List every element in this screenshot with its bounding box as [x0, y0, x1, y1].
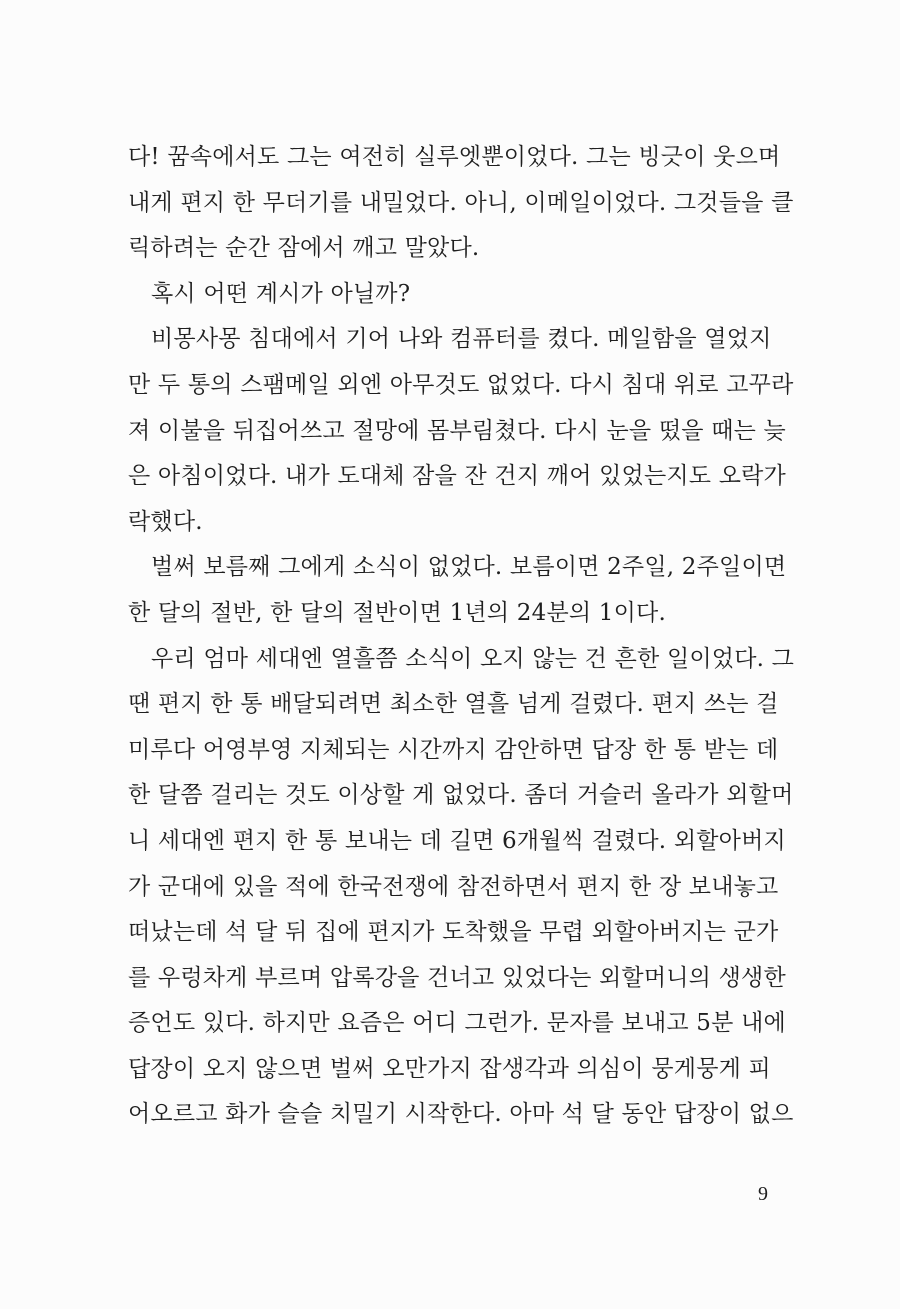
text-line: 증언도 있다. 하지만 요즘은 어디 그런가. 문자를 보내고 5분 내에	[128, 1010, 786, 1037]
text-line: 가 군대에 있을 적에 한국전쟁에 참전하면서 편지 한 장 보내놓고	[128, 873, 779, 900]
text-line: 릭하려는 순간 잠에서 깨고 말았다.	[128, 235, 480, 262]
text-line: 떠났는데 석 달 뒤 집에 편지가 도착했을 무렵 외할아버지는 군가	[128, 919, 779, 946]
text-line: 져 이불을 뒤집어쓰고 절망에 몸부림쳤다. 다시 눈을 떴을 때는 늦	[128, 417, 786, 444]
text-line: 은 아침이었다. 내가 도대체 잠을 잔 건지 깨어 있었는지도 오락가	[128, 463, 786, 490]
text-line: 어오르고 화가 슬슬 치밀기 시작한다. 아마 석 달 동안 답장이 없으	[128, 1101, 794, 1128]
text-line: 미루다 어영부영 지체되는 시간까지 감안하면 답장 한 통 받는 데	[128, 736, 779, 763]
text-line: 답장이 오지 않으면 벌써 오만가지 잡생각과 의심이 뭉게뭉게 피	[128, 1055, 771, 1082]
text-line: 한 달쯤 걸리는 것도 이상할 게 없었다. 좀더 거슬러 올라가 외할머	[128, 782, 794, 809]
text-line: 를 우렁차게 부르며 압록강을 건너고 있었다는 외할머니의 생생한	[128, 964, 786, 991]
text-line: 락했다.	[128, 508, 203, 535]
text-line: 우리 엄마 세대엔 열흘쯤 소식이 오지 않는 건 흔한 일이었다. 그	[151, 645, 795, 672]
text-line: 땐 편지 한 통 배달되려면 최소한 열흘 넘게 걸렸다. 편지 쓰는 걸	[128, 691, 779, 718]
text-line: 한 달의 절반, 한 달의 절반이면 1년의 24분의 1이다.	[128, 599, 666, 626]
text-line: 만 두 통의 스팸메일 외엔 아무것도 없었다. 다시 침대 위로 고꾸라	[128, 371, 794, 398]
text-line: 다! 꿈속에서도 그는 여전히 실루엣뿐이었다. 그는 빙긋이 웃으며	[128, 144, 781, 170]
page-number: 9	[758, 1183, 768, 1205]
text-line: 비몽사몽 침대에서 기어 나와 컴퓨터를 켰다. 메일함을 열었지	[151, 326, 772, 353]
body-text	[128, 135, 795, 1138]
text-line: 혹시 어떤 계시가 아닐까?	[151, 280, 411, 307]
text-line: 니 세대엔 편지 한 통 보내는 데 길면 6개월씩 걸렸다. 외할아버지	[128, 827, 786, 854]
text-line: 내게 편지 한 무더기를 내밀었다. 아니, 이메일이었다. 그것들을 클	[128, 189, 794, 216]
text-line: 벌써 보름째 그에게 소식이 없었다. 보름이면 2주일, 2주일이면	[151, 554, 787, 581]
